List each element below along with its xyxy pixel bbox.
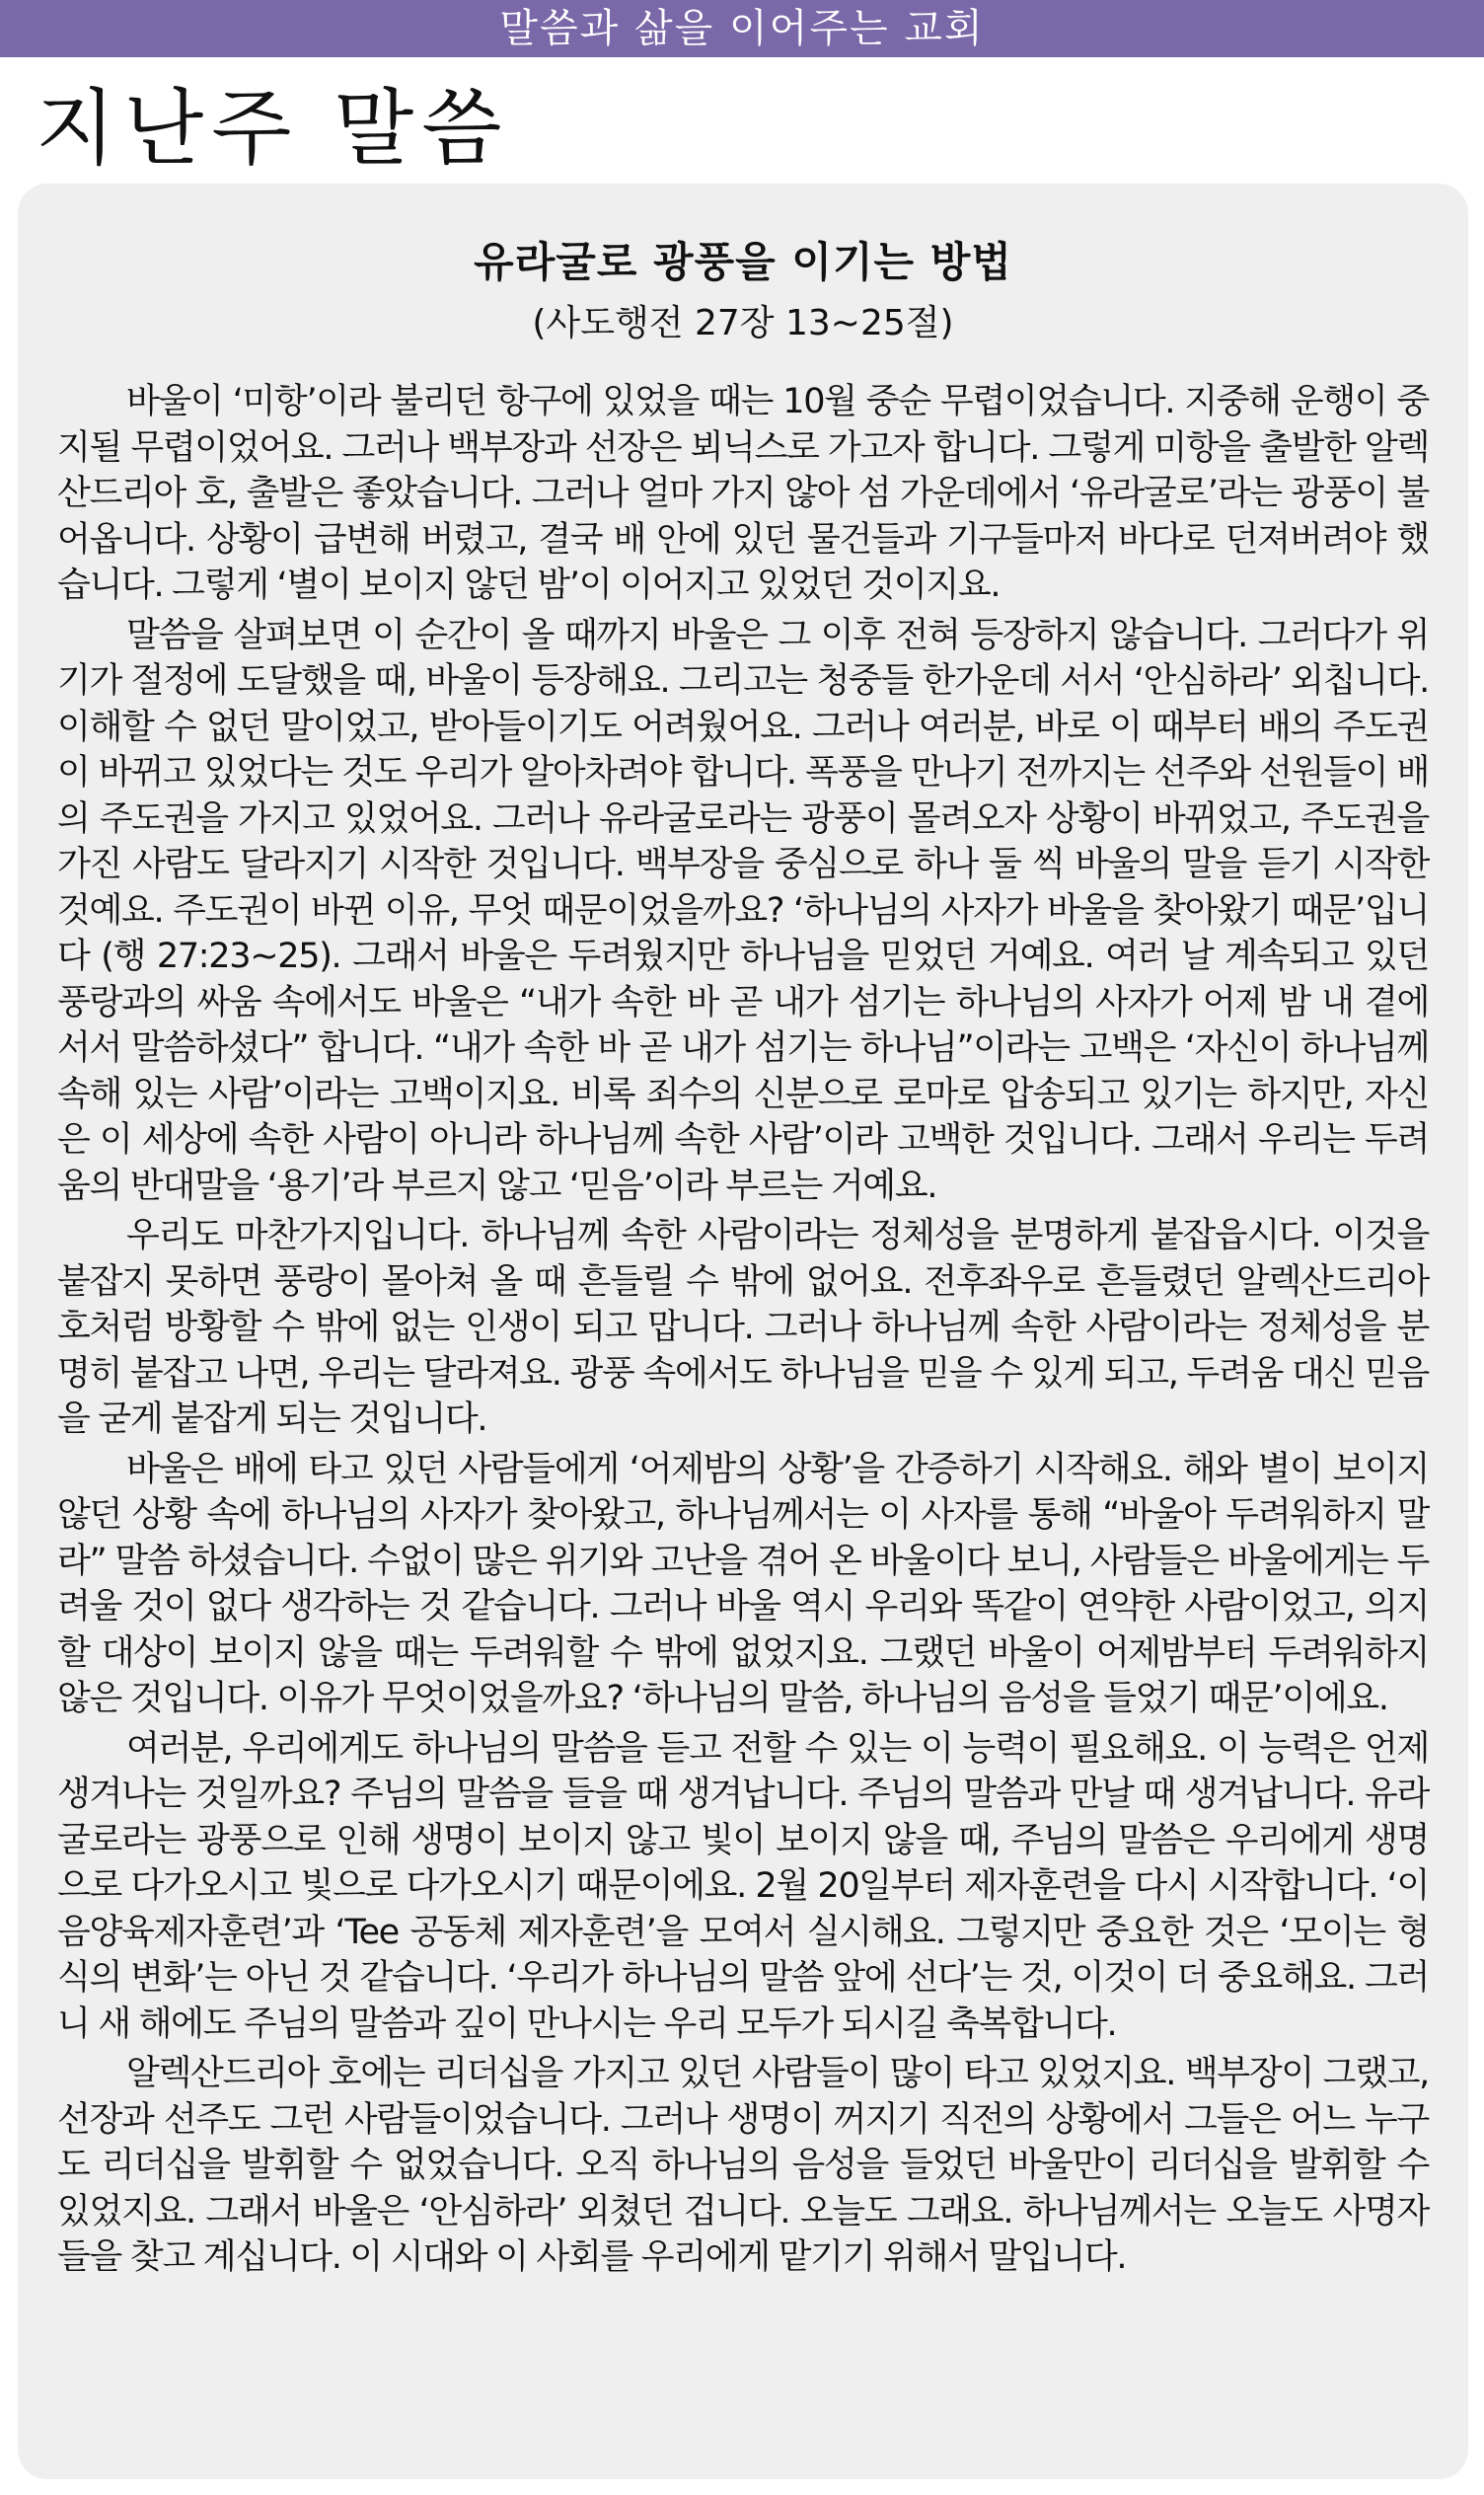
- scripture-reference: (사도행전 27장 13~25절): [532, 303, 954, 343]
- sermon-card: [18, 184, 1468, 2479]
- church-banner: 말씀과 삶을 이어주는 교회: [0, 0, 1484, 57]
- sermon-title: 유라굴로 광풍을 이기는 방법: [474, 238, 1012, 286]
- sermon-paragraph-3: 우리도 마찬가지입니다. 하나님께 속한 사람이라는 정체성을 분명하게 붙잡읍시다. 이것을 붙잡지 못하면 풍랑이 몰아쳐 올 때 흔들릴 수 밖에 없어요. 전후좌우로 흔들렸던 알렉산드리아 호처럼 방황할 수 밖에 없는 인생이 되고 맙니다. 그러나 하나님께 속한 사람이라는 정체성을 분명히 붙잡고 나면, 우리는 달라져요. 광풍 속에서도 하나님을 믿을 수 있게 되고, 두려움 대신 믿음을 굳게 붙잡게 되는 것입니다.: [57, 1216, 1429, 1439]
- sermon-paragraph-5: 여러분, 우리에게도 하나님의 말씀을 듣고 전할 수 있는 이 능력이 필요해요. 이 능력은 언제 생겨나는 것일까요? 주님의 말씀을 들을 때 생겨납니다. 주님의 말씀과 만날 때 생겨납니다. 유라굴로라는 광풍으로 인해 생명이 보이지 않고 빛이 보이지 않을 때, 주님의 말씀은 우리에게 생명으로 다가오시고 빛으로 다가오시기 때문이에요. 2월 20일부터 제자훈련을 다시 시작합니다. ‘이음양육제자훈련’과 ‘Tee 공동체 제자훈련’을 모여서 실시해요. 그렇지만 중요한 것은 ‘모이는 형식의 변화’는 아닌 것 같습니다. ‘우리가 하나님의 말씀 앞에 선다’는 것, 이것이 더 중요해요. 그러니 새 해에도 주님의 말씀과 깊이 만나시는 우리 모두가 되시길 축복합니다.: [57, 1728, 1429, 2044]
- sermon-paragraph-2: 말씀을 살펴보면 이 순간이 올 때까지 바울은 그 이후 전혀 등장하지 않습니다. 그러다가 위기가 절정에 도달했을 때, 바울이 등장해요. 그리고는 청중들 한가운데 서서 ‘안심하라’ 외칩니다. 이해할 수 없던 말이었고, 받아들이기도 어려웠어요. 그러나 여러분, 바로 이 때부터 배의 주도권이 바뀌고 있었다는 것도 우리가 알아차려야 합니다. 폭풍을 만나기 전까지는 선주와 선원들이 배의 주도권을 가지고 있었어요. 그러나 유라굴로라는 광풍이 몰려오자 상황이 바뀌었고, 주도권을 가진 사람도 달라지기 시작한 것입니다. 백부장을 중심으로 하나 둘 씩 바울의 말을 듣기 시작한 것예요. 주도권이 바뀐 이유, 무엇 때문이었을까요? ‘하나님의 사자가 바울을 찾아왔기 때문’입니다 (행 27:23~25). 그래서 바울은 두려웠지만 하나님을 믿었던 거예요. 여러 날 계속되고 있던 풍랑과의 싸움 속에서도 바울은 “내가 속한 바 곧 내가 섬기는 하나님의 사자가 어제 밤 내 곁에 서서 말씀하셨다” 합니다. “내가 속한 바 곧 내가 섬기는 하나님”이라는 고백은 ‘자신이 하나님께 속해 있는 사람’이라는 고백이지요. 비록 죄수의 신분으로 로마로 압송되고 있기는 하지만, 자신은 이 세상에 속한 사람이 아니라 하나님께 속한 사람’이라 고백한 것입니다. 그래서 우리는 두려움의 반대말을 ‘용기’라 부르지 않고 ‘믿음’이라 부르는 거예요.: [57, 615, 1429, 1206]
- section-title: 지난주 말씀: [36, 80, 510, 177]
- sermon-paragraph-4: 바울은 배에 타고 있던 사람들에게 ‘어제밤의 상황’을 간증하기 시작해요. 해와 별이 보이지 않던 상황 속에 하나님의 사자가 찾아왔고, 하나님께서는 이 사자를 통해 “바울아 두려워하지 말라” 말씀 하셨습니다. 수없이 많은 위기와 고난을 겪어 온 바울이다 보니, 사람들은 바울에게는 두려울 것이 없다 생각하는 것 같습니다. 그러나 바울 역시 우리와 똑같이 연약한 사람이었고, 의지할 대상이 보이지 않을 때는 두려워할 수 밖에 없었지요. 그랬던 바울이 어제밤부터 두려워하지 않은 것입니다. 이유가 무엇이었을까요? ‘하나님의 말씀, 하나님의 음성을 들었기 때문’이에요.: [57, 1449, 1429, 1718]
- sermon-paragraph-6: 알렉산드리아 호에는 리더십을 가지고 있던 사람들이 많이 타고 있었지요. 백부장이 그랬고, 선장과 선주도 그런 사람들이었습니다. 그러나 생명이 꺼지기 직전의 상황에서 그들은 어느 누구도 리더십을 발휘할 수 없었습니다. 오직 하나님의 음성을 들었던 바울만이 리더십을 발휘할 수 있었지요. 그래서 바울은 ‘안심하라’ 외쳤던 겁니다. 오늘도 그래요. 하나님께서는 오늘도 사명자들을 찾고 계십니다. 이 시대와 이 사회를 우리에게 맡기기 위해서 말입니다.: [57, 2054, 1429, 2277]
- sermon-paragraph-1: 바울이 ‘미항’이라 불리던 항구에 있었을 때는 10월 중순 무렵이었습니다. 지중해 운행이 중지될 무렵이었어요. 그러나 백부장과 선장은 뵈닉스로 가고자 합니다. 그렇게 미항을 출발한 알렉산드리아 호, 출발은 좋았습니다. 그러나 얼마 가지 않아 섬 가운데에서 ‘유라굴로’라는 광풍이 불어옵니다. 상황이 급변해 버렸고, 결국 배 안에 있던 물건들과 기구들마저 바다로 던져버려야 했습니다. 그렇게 ‘별이 보이지 않던 밤’이 이어지고 있었던 것이지요.: [57, 382, 1429, 605]
